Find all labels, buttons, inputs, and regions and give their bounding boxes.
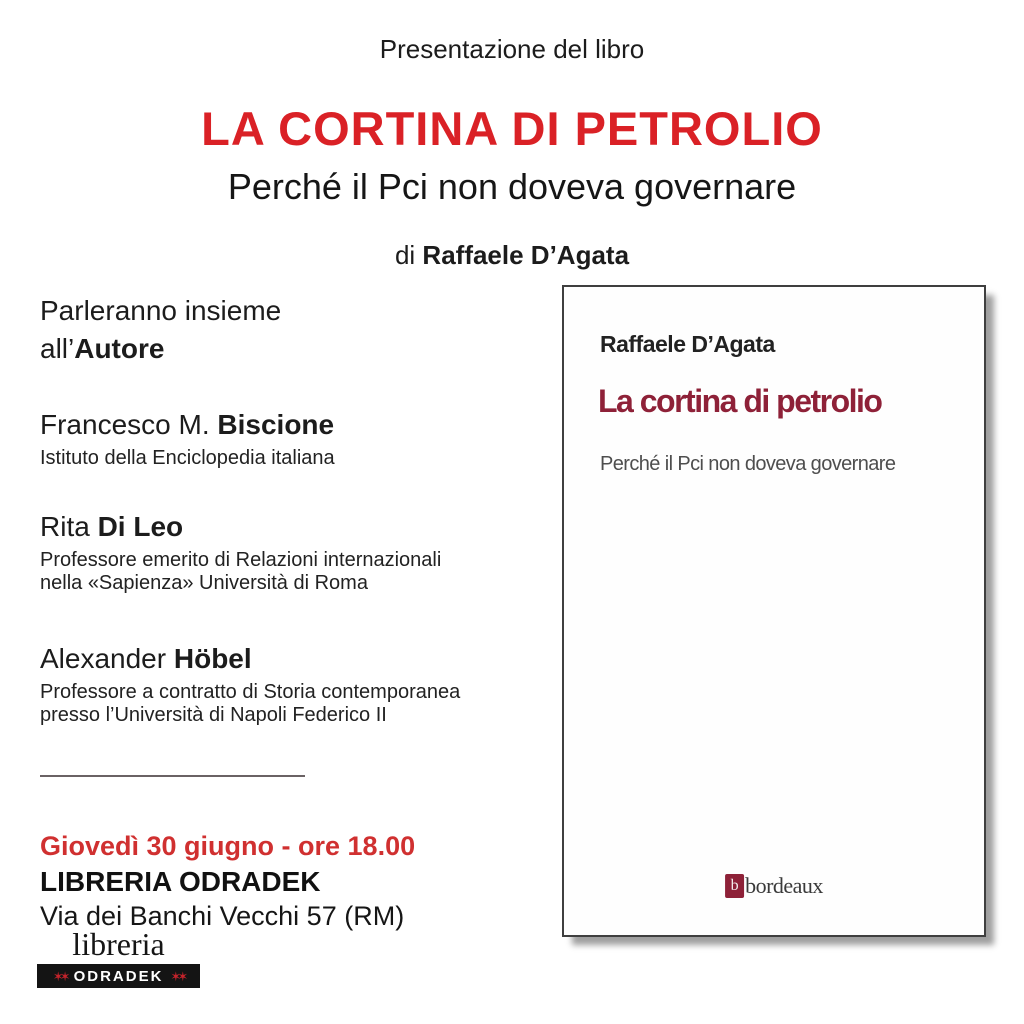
speakers-column	[40, 292, 555, 934]
speaker-affiliation	[40, 549, 555, 595]
bookstore-logo-text: libreria	[72, 926, 165, 962]
speaker-name	[40, 408, 555, 442]
speaker-first-name: Francesco M.	[40, 409, 218, 440]
cover-author: Raffaele D’Agata	[600, 331, 775, 357]
book-subtitle-heading: Perché il Pci non doveva governare	[227, 166, 797, 207]
speaker-first-name: Rita	[40, 511, 98, 542]
publisher-mark-icon: b	[725, 874, 744, 898]
speaker-last-name: Höbel	[173, 643, 252, 674]
publisher-name: bordeaux	[745, 873, 823, 898]
byline-prefix: di	[394, 240, 423, 270]
speakers-intro-line1: Parleranno insieme	[40, 295, 282, 326]
speaker-affiliation	[40, 681, 555, 727]
event-details	[40, 829, 555, 934]
event-venue: LIBRERIA ODRADEK	[40, 866, 321, 897]
byline	[0, 240, 1024, 271]
speaker-first-name: Alexander	[40, 643, 174, 674]
speakers-intro	[40, 292, 555, 368]
book-title-heading: LA CORTINA DI PETROLIO	[201, 102, 823, 155]
odradek-star-icon: ✶✶	[52, 968, 67, 984]
affiliation-line: Professore a contratto di Storia contemporanea	[40, 681, 461, 703]
affiliation-line: Istituto della Enciclopedia italiana	[40, 447, 335, 469]
bookstore-logo-bar-text: ODRADEK	[73, 967, 164, 985]
event-datetime: Giovedì 30 giugno - ore 18.00	[40, 831, 416, 861]
byline-author: Raffaele D’Agata	[422, 240, 630, 270]
speaker-item	[40, 510, 555, 595]
bookstore-logo	[37, 926, 200, 988]
speakers-intro-line2	[40, 330, 555, 368]
event-address: Via dei Banchi Vecchi 57 (RM)	[40, 901, 405, 931]
speaker-last-name: Di Leo	[97, 511, 184, 542]
speaker-name	[40, 642, 555, 676]
affiliation-line: Professore emerito di Relazioni internazionali	[40, 549, 442, 571]
intro-prefix: all’	[40, 333, 75, 364]
speaker-affiliation	[40, 447, 555, 470]
divider-line	[40, 775, 305, 777]
speaker-item	[40, 408, 555, 470]
speaker-last-name: Biscione	[217, 409, 335, 440]
book-cover-image	[562, 285, 986, 937]
cover-subtitle: Perché il Pci non doveva governare	[600, 453, 896, 475]
speaker-name	[40, 510, 555, 544]
cover-title: La cortina di petrolio	[598, 383, 882, 419]
bookstore-logo-bar	[37, 964, 200, 988]
speaker-item	[40, 642, 555, 727]
affiliation-line: presso l’Università di Napoli Federico II	[40, 704, 387, 726]
publisher-logo	[725, 873, 823, 899]
odradek-star-icon: ✶✶	[170, 968, 185, 984]
intro-emph: Autore	[74, 333, 165, 364]
header	[0, 34, 1024, 271]
affiliation-line: nella «Sapienza» Università di Roma	[40, 572, 368, 594]
kicker-text: Presentazione del libro	[379, 34, 645, 64]
